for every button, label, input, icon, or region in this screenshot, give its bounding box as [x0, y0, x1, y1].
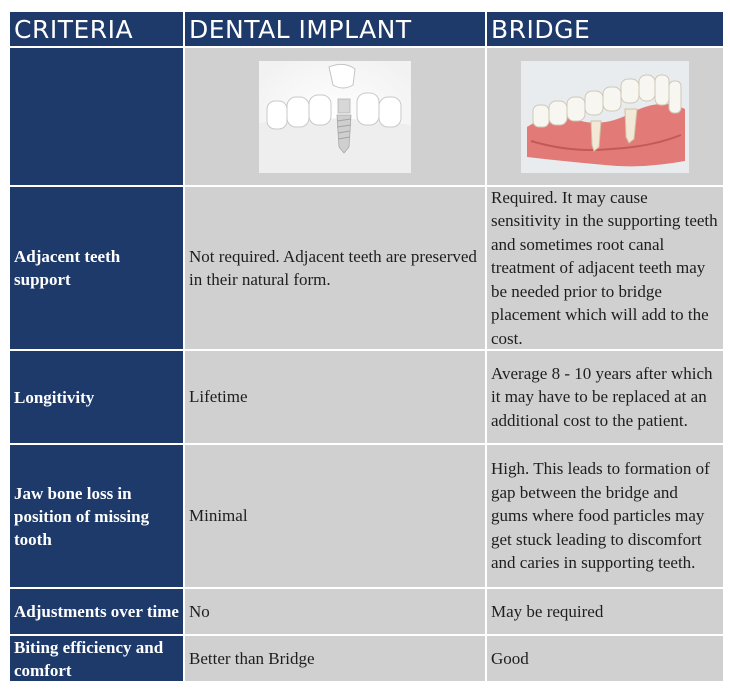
criteria-longitivity: Longitivity: [10, 351, 183, 443]
bridge-adjacent-teeth-support: Required. It may cause sensitivity in the supporting teeth and sometimes root canal treatment of adjacent teeth may be needed prior to bridge placement which will add to the cost.: [487, 187, 723, 349]
criteria-adjacent-teeth-support: Adjacent teeth support: [10, 187, 183, 349]
bridge-adjustments-over-time: May be required: [487, 589, 723, 634]
bridge-jaw-bone-loss: High. This leads to formation of gap between the bridge and gums where food particles may get stuck leading to discomfort and caries in supporting teeth.: [487, 445, 723, 587]
dental-bridge-illustration: [521, 61, 689, 173]
bridge-image-cell: [487, 48, 723, 185]
bridge-longitivity: Average 8 - 10 years after which it may have to be replaced at an additional cost to the patient.: [487, 351, 723, 443]
criteria-biting-efficiency: Biting efficiency and comfort: [10, 636, 183, 681]
implant-longitivity: Lifetime: [185, 351, 485, 443]
implant-adjustments-over-time: No: [185, 589, 485, 634]
implant-jaw-bone-loss: Minimal: [185, 445, 485, 587]
dental-implant-illustration: [259, 61, 411, 173]
comparison-table: [10, 12, 723, 681]
implant-biting-efficiency: Better than Bridge: [185, 636, 485, 681]
image-row-label: [10, 48, 183, 185]
header-bridge: BRIDGE: [487, 12, 723, 46]
header-criteria: CRITERIA: [10, 12, 183, 46]
implant-adjacent-teeth-support: Not required. Adjacent teeth are preserved in their natural form.: [185, 187, 485, 349]
criteria-jaw-bone-loss: Jaw bone loss in position of missing tooth: [10, 445, 183, 587]
criteria-adjustments-over-time: Adjustments over time: [10, 589, 183, 634]
header-dental-implant: DENTAL IMPLANT: [185, 12, 485, 46]
bridge-biting-efficiency: Good: [487, 636, 723, 681]
dental-implant-image-cell: [185, 48, 485, 185]
